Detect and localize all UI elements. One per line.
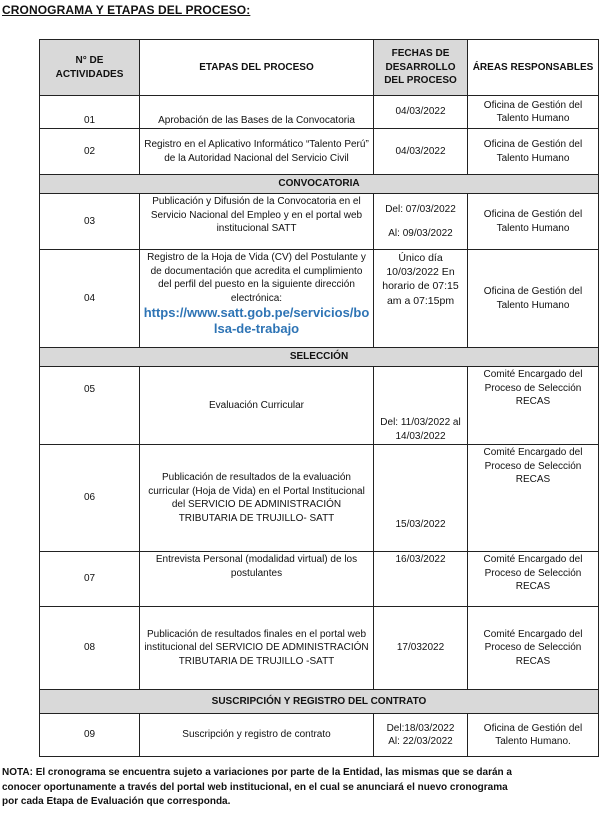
note-line: NOTA: El cronograma se encuentra sujeto a variaciones por parte de la Entidad, las mismas que se darán a (2, 767, 512, 778)
row-stage: Publicación y Difusión de la Convocatoria en el Servicio Nacional del Empleo y en el portal web institucional SATT (140, 194, 374, 250)
row-area: Comité Encargado del Proceso de Selección RECAS (468, 445, 599, 552)
header-row (40, 40, 599, 96)
row-stage: Publicación de resultados de la evaluación curricular (Hoja de Vida) en el Portal Institucional del SERVICIO DE ADMINISTRACIÓN TRIBUTARIA DE TRUJILLO- SATT (140, 445, 374, 552)
note-line: conocer oportunamente a través del portal web institucional, en el cual se anunciará el nuevo cronograma (2, 781, 508, 793)
row-date (374, 714, 468, 757)
row-stage: Publicación de resultados finales en el portal web institucional del SERVICIO DE ADMINISTRACIÓN TRIBUTARIA DE TRUJILLO -SATT (140, 607, 374, 690)
row-date: Único día 10/03/2022 En horario de 07:15 am a 07:15pm (374, 250, 468, 348)
row-num: 05 (40, 367, 140, 445)
table-row (40, 607, 599, 690)
row-area: Oficina de Gestión del Talento Humano (468, 129, 599, 175)
row-date: 17/032022 (374, 607, 468, 690)
header-num: N° DE ACTIVIDADES (40, 40, 140, 96)
row-date: 16/03/2022 (374, 552, 468, 607)
row-num: 06 (40, 445, 140, 552)
date-to: Al: 09/03/2022 (388, 227, 453, 239)
header-dates: FECHAS DE DESARROLLO DEL PROCESO (374, 40, 468, 96)
table-row (40, 714, 599, 757)
row-stage-text: Registro de la Hoja de Vida (CV) del Postulante y de documentación que acredita el cumplimiento del perfil del puesto en la siguiente dirección electrónica: (147, 252, 366, 304)
header-stage: ETAPAS DEL PROCESO (140, 40, 374, 96)
schedule-table (39, 39, 599, 757)
row-date (374, 194, 468, 250)
row-stage: Evaluación Curricular (140, 367, 374, 445)
row-stage (140, 250, 374, 348)
table-row (40, 194, 599, 250)
row-num: 02 (40, 129, 140, 175)
section-row-seleccion (40, 348, 599, 367)
table-row (40, 250, 599, 348)
row-num: 04 (40, 250, 140, 348)
section-label: SUSCRIPCIÓN Y REGISTRO DEL CONTRATO (40, 690, 599, 714)
row-num: 09 (40, 714, 140, 757)
row-area: Oficina de Gestión del Talento Humano (468, 96, 599, 129)
row-area: Comité Encargado del Proceso de Selección RECAS (468, 367, 599, 445)
bolsa-de-trabajo-link[interactable]: https://www.satt.gob.pe/servicios/bolsa-de-trabajo (143, 305, 370, 336)
row-date: 04/03/2022 (374, 96, 468, 129)
section-row-contrato (40, 690, 599, 714)
note-line: por cada Etapa de Evaluación que corresponda. (2, 796, 231, 807)
page-title: CRONOGRAMA Y ETAPAS DEL PROCESO: (2, 3, 251, 17)
date-from: Del:18/03/2022 (386, 722, 455, 734)
row-num: 07 (40, 552, 140, 607)
section-label: CONVOCATORIA (40, 175, 599, 194)
row-area: Oficina de Gestión del Talento Humano (468, 250, 599, 348)
schedule-note (2, 766, 602, 810)
row-stage: Aprobación de las Bases de la Convocatoria (140, 96, 374, 129)
row-num: 01 (40, 96, 140, 129)
row-num: 08 (40, 607, 140, 690)
date-from: Del: 07/03/2022 (385, 204, 456, 215)
section-label: SELECCIÓN (40, 348, 599, 367)
row-date: Del: 11/03/2022 al 14/03/2022 (374, 367, 468, 445)
table-row (40, 367, 599, 445)
row-stage: Entrevista Personal (modalidad virtual) de los postulantes (140, 552, 374, 607)
row-date: 04/03/2022 (374, 129, 468, 175)
date-to: Al: 22/03/2022 (388, 736, 453, 747)
row-num: 03 (40, 194, 140, 250)
row-stage: Suscripción y registro de contrato (140, 714, 374, 757)
table-row (40, 552, 599, 607)
table-row (40, 96, 599, 129)
row-stage: Registro en el Aplicativo Informático “Talento Perú” de la Autoridad Nacional del Servicio Civil (140, 129, 374, 175)
table-row (40, 129, 599, 175)
section-row-convocatoria (40, 175, 599, 194)
table-row (40, 445, 599, 552)
row-area: Oficina de Gestión del Talento Humano (468, 194, 599, 250)
row-area: Oficina de Gestión del Talento Humano. (468, 714, 599, 757)
row-area: Comité Encargado del Proceso de Selección RECAS (468, 607, 599, 690)
row-date: 15/03/2022 (374, 445, 468, 552)
row-area: Comité Encargado del Proceso de Selección RECAS (468, 552, 599, 607)
header-areas: ÁREAS RESPONSABLES (468, 40, 599, 96)
